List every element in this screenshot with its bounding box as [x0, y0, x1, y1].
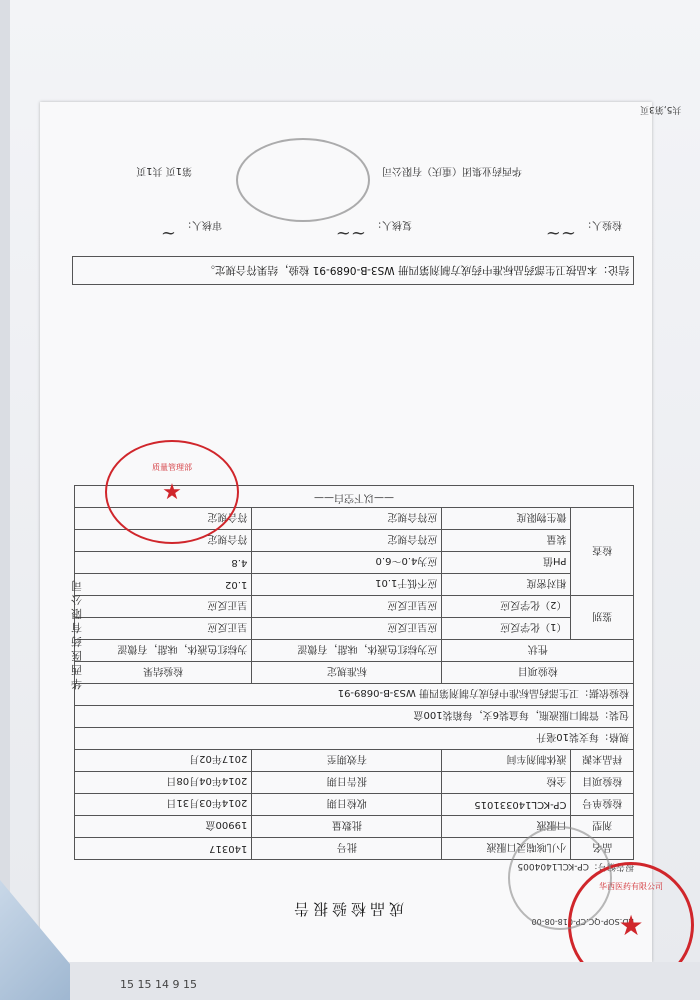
sample-no-label: 检验单号	[571, 794, 634, 816]
report-date-value: 2014年04月08日	[75, 772, 252, 794]
receive-date-value: 2014年03月31日	[75, 794, 252, 816]
density-result: 1.02	[75, 574, 252, 596]
checker-signature: ~~	[545, 223, 576, 244]
basis-row: 检验依据：卫生部药品标准中药成方制剂第四册 WS3-B-0689-91	[75, 684, 634, 706]
density-standard: 应不低于1.01	[252, 574, 442, 596]
ident1-item: （1）化学反应	[442, 618, 571, 640]
reviewer-label: 复核人：	[372, 219, 412, 230]
batch-qty-label: 批数量	[252, 816, 442, 838]
check-label: 检查	[571, 508, 634, 596]
batch-qty-value: 19900盒	[75, 816, 252, 838]
ph-standard: 应为4.0～6.0	[252, 552, 442, 574]
doc-title: 成品检验报告	[290, 900, 405, 918]
form-value: 口服液	[442, 816, 571, 838]
bottom-strip-text: 15 15 14 9 15	[120, 978, 197, 991]
col-item-header: 检验项目	[442, 662, 634, 684]
scan-left-edge	[0, 0, 10, 1000]
ident2-result: 呈正反应	[75, 596, 252, 618]
char-result: 为棕红色液体，味甜，有微涩	[75, 640, 252, 662]
name-value: 小儿咳喘灵口服液	[442, 838, 571, 860]
checker-label: 检验人：	[582, 219, 622, 230]
char-label: 性状	[442, 640, 634, 662]
side-note: 华西医药有限公司	[71, 579, 82, 690]
gray-stamp-bottom	[508, 826, 612, 930]
reviewer-signature: ~~	[335, 223, 366, 244]
volume-standard: 应符合规定	[252, 530, 442, 552]
volume-result: 符合规定	[75, 530, 252, 552]
micro-result: 符合规定	[75, 508, 252, 530]
page-info: 第1页 共1页	[136, 165, 192, 176]
ident2-item: （2）化学反应	[442, 596, 571, 618]
char-standard: 应为棕红色液体，味甜，有微涩	[252, 640, 442, 662]
col-result-header: 检验结果	[75, 662, 252, 684]
ident1-result: 呈正反应	[75, 618, 252, 640]
source-value: 液体制剂车间	[442, 750, 571, 772]
qc-red-stamp	[105, 440, 239, 544]
end-mark: ——以下空白——	[314, 492, 394, 503]
sample-no-value: CP-KCL140331015	[442, 794, 571, 816]
item-value: 全检	[442, 772, 571, 794]
report-date-label: 报告日期	[252, 772, 442, 794]
form-label: 剂型	[571, 816, 634, 838]
volume-item: 装量	[442, 530, 571, 552]
ident2-standard: 应呈正反应	[252, 596, 442, 618]
approver-signature: ~	[160, 223, 176, 244]
qc-stamp-text: 质量管理部	[152, 463, 192, 472]
doc-code-text: RD.SOP-QC.CP-018-08-00	[531, 917, 634, 926]
col-standard-header: 标准规定	[252, 662, 442, 684]
micro-item: 微生物限度	[442, 508, 571, 530]
ph-result: 4.8	[75, 552, 252, 574]
name-label: 品名	[571, 838, 634, 860]
package-row: 包装：管制口服液瓶，每盒装6支，每箱装100盒	[75, 706, 634, 728]
page-marker: 共5,第3页	[640, 104, 682, 114]
ident1-standard: 应呈正反应	[252, 618, 442, 640]
star-icon: ★	[618, 908, 644, 942]
ph-item: PH值	[442, 552, 571, 574]
batch-label: 批号	[252, 838, 442, 860]
star-icon: ★	[162, 479, 182, 505]
company-stamp-text: 华西医药有限公司	[599, 882, 663, 891]
expiry-label: 有效期至	[252, 750, 442, 772]
approver-label: 审核人：	[182, 219, 222, 230]
spec-row: 规格：每支装10毫升	[75, 728, 634, 750]
company-name: 华西药业集团（重庆）有限公司	[382, 165, 522, 176]
conclusion: 结论：本品按卫生部药品标准中药成方制剂第四册 WS3-B-0689-91 检验，结果符合规定。	[72, 256, 634, 285]
report-number: 报告编号：CP-KCL1404005	[517, 861, 634, 871]
micro-standard: 应符合规定	[252, 508, 442, 530]
item-label: 检验项目	[571, 772, 634, 794]
density-item: 相对密度	[442, 574, 571, 596]
ident-label: 鉴别	[571, 596, 634, 640]
expiry-value: 2017年02月	[75, 750, 252, 772]
source-label: 样品来源	[571, 750, 634, 772]
receive-date-label: 收检日期	[252, 794, 442, 816]
batch-value: 140317	[75, 838, 252, 860]
gray-stamp	[236, 138, 370, 222]
